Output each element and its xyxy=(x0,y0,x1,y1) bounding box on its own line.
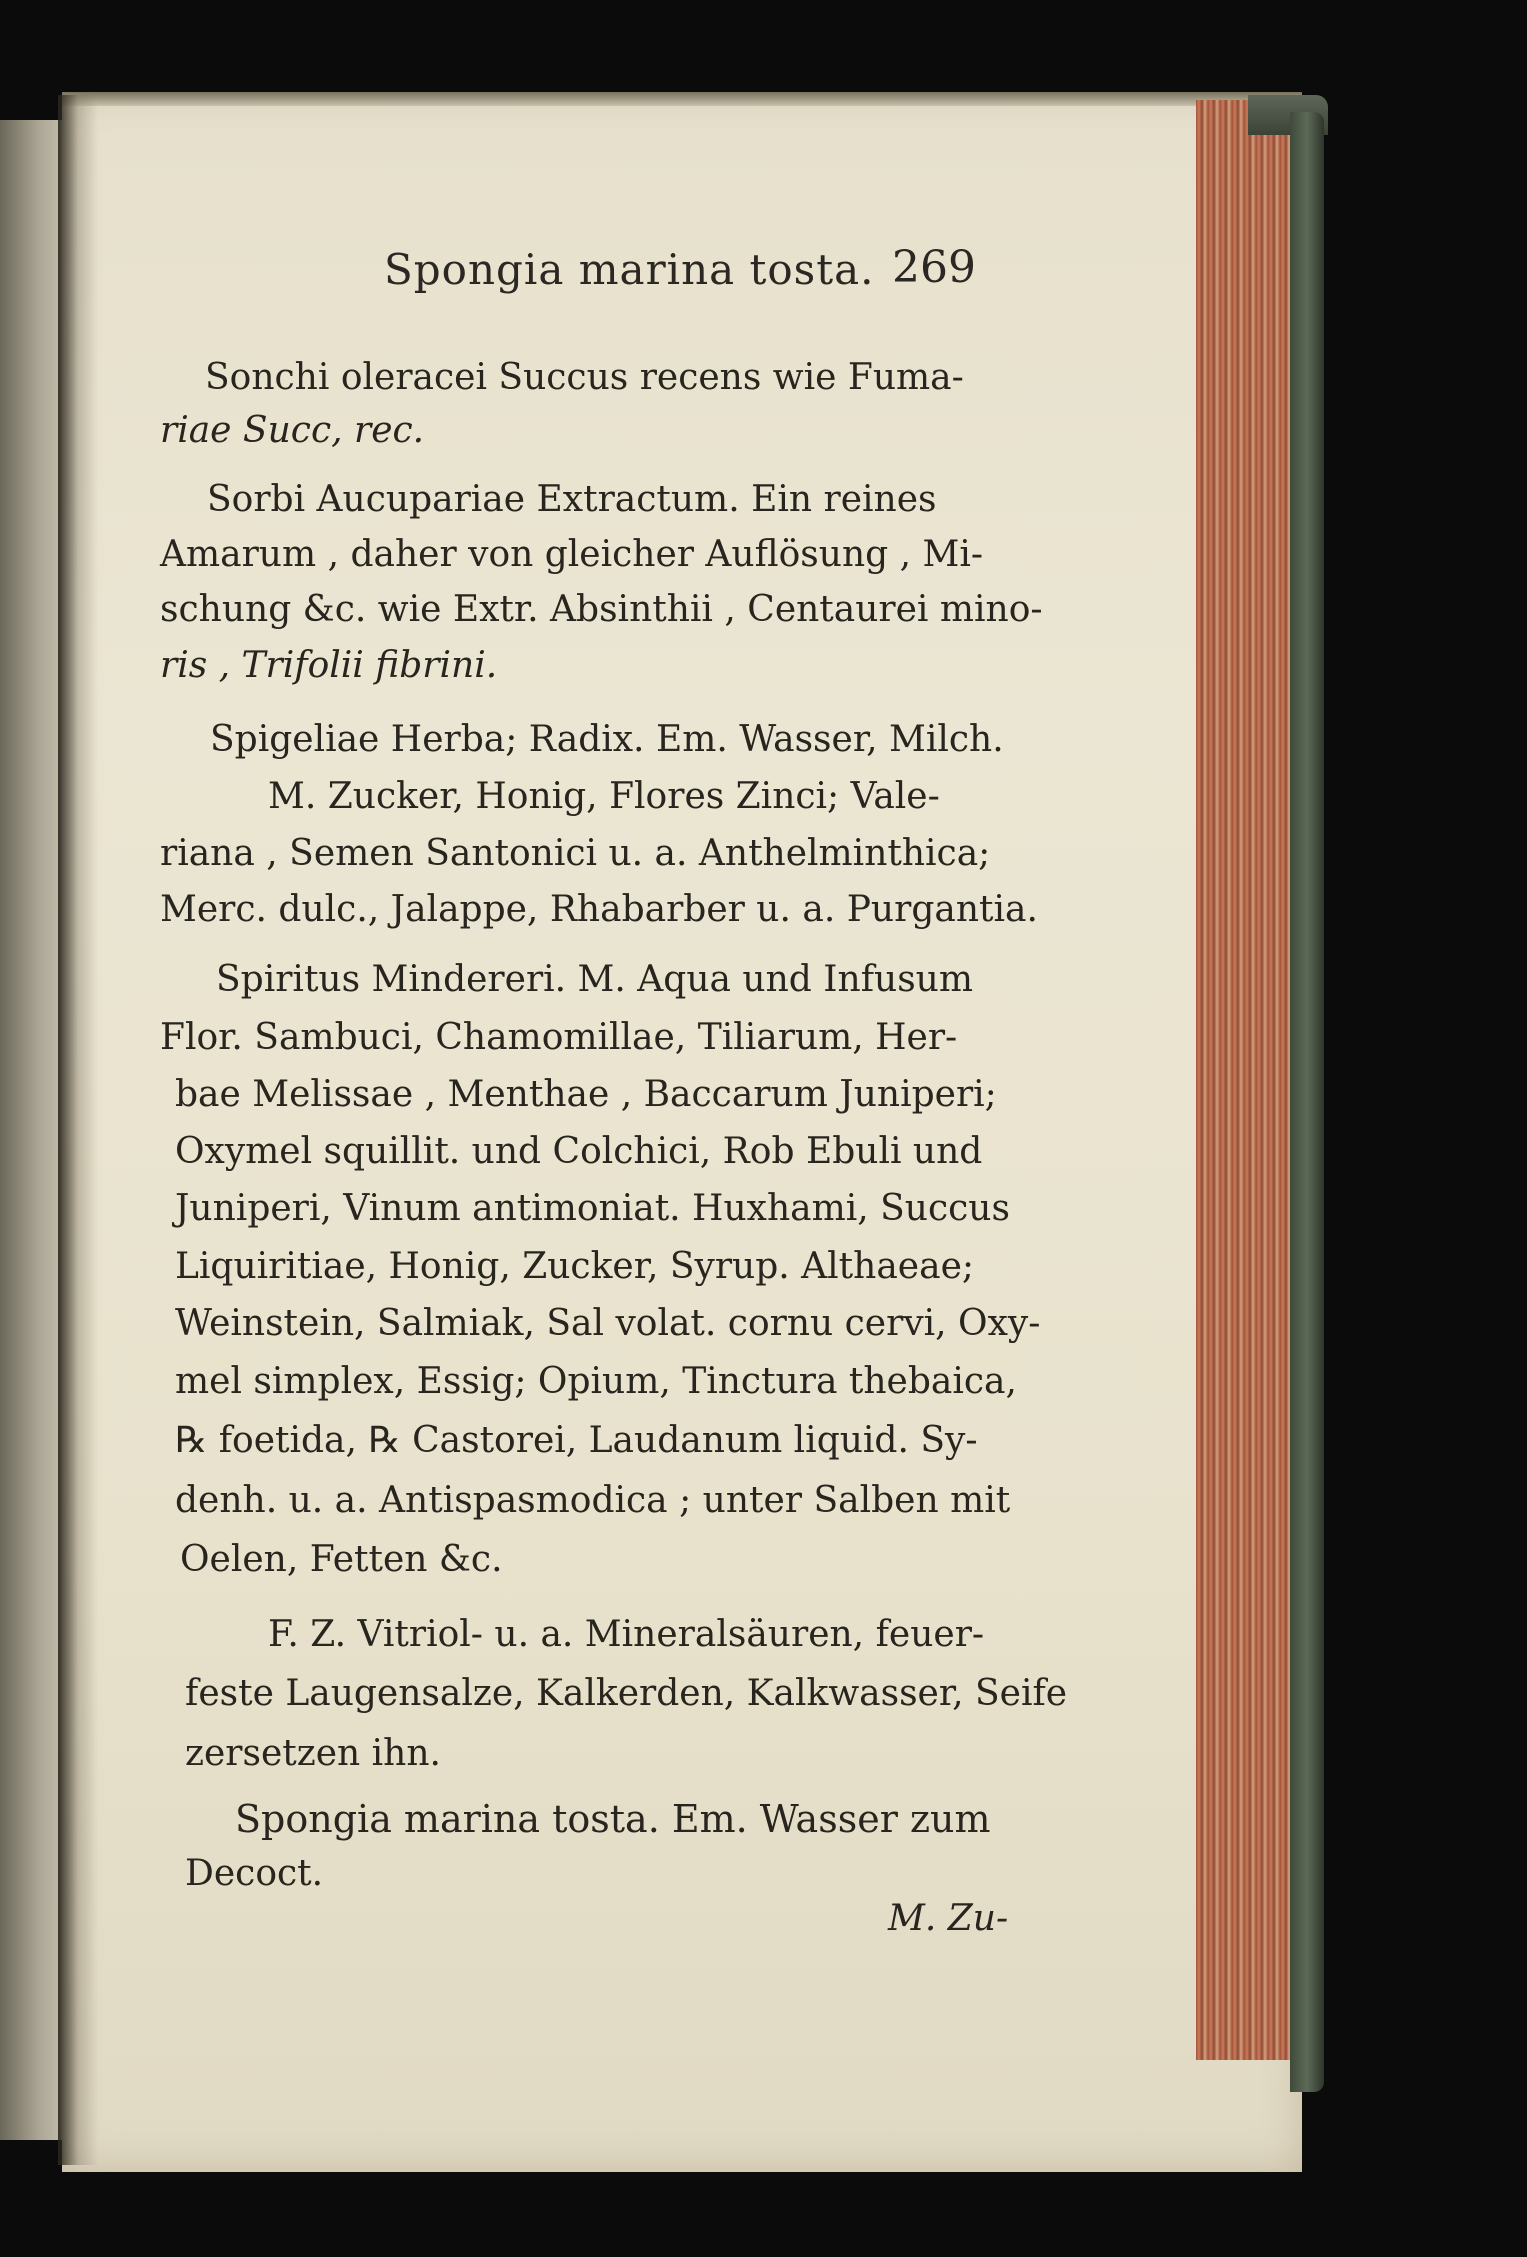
page-fore-edge xyxy=(1196,100,1296,2060)
text-line: Sonchi oleracei Succus recens wie Fuma- xyxy=(205,357,964,398)
spine-shadow xyxy=(58,95,98,2165)
catchword: M. Zu- xyxy=(888,1898,1009,1939)
running-head: Spongia marina tosta. xyxy=(384,245,875,294)
text-line: Sorbi Aucupariae Extractum. Ein reines xyxy=(207,479,937,520)
text-line: Flor. Sambuci, Chamomillae, Tiliarum, Her- xyxy=(160,1017,958,1058)
text-line: Merc. dulc., Jalappe, Rhabarber u. a. Purgantia. xyxy=(160,889,1038,930)
page-top-edge xyxy=(62,92,1302,106)
cover-board xyxy=(1290,112,1324,2092)
page-number: 269 xyxy=(892,242,976,293)
text-line: Amarum , daher von gleicher Auflösung , Mi- xyxy=(160,534,984,575)
text-line: bae Melissae , Menthae , Baccarum Juniperi; xyxy=(175,1074,997,1115)
text-line: ris , Trifolii fibrini. xyxy=(160,645,498,686)
text-line: schung &c. wie Extr. Absinthii , Centaurei mino- xyxy=(160,589,1043,630)
text-line: ℞ foetida, ℞ Castorei, Laudanum liquid. Sy- xyxy=(175,1420,978,1461)
text-line: riana , Semen Santonici u. a. Anthelminthica; xyxy=(160,833,991,874)
text-line: Liquiritiae, Honig, Zucker, Syrup. Althaeae; xyxy=(175,1246,974,1287)
text-line: Spigeliae Herba; Radix. Em. Wasser, Milch. xyxy=(210,719,1004,760)
text-line: Oelen, Fetten &c. xyxy=(180,1539,503,1580)
text-line: Spiritus Mindereri. M. Aqua und Infusum xyxy=(216,959,974,1000)
text-line: mel simplex, Essig; Opium, Tinctura thebaica, xyxy=(175,1361,1017,1402)
text-line: F. Z. Vitriol- u. a. Mineralsäuren, feuer- xyxy=(268,1614,985,1655)
text-line: Weinstein, Salmiak, Sal volat. cornu cervi, Oxy- xyxy=(175,1303,1041,1344)
text-line: riae Succ, rec. xyxy=(160,410,425,451)
text-line: M. Zucker, Honig, Flores Zinci; Vale- xyxy=(268,776,940,817)
text-line: feste Laugensalze, Kalkerden, Kalkwasser, Seife xyxy=(185,1673,1068,1714)
text-line: zersetzen ihn. xyxy=(185,1733,441,1774)
text-line: Decoct. xyxy=(185,1853,324,1894)
text-line: Juniperi, Vinum antimoniat. Huxhami, Succus xyxy=(175,1188,1010,1229)
text-line: Oxymel squillit. und Colchici, Rob Ebuli und xyxy=(175,1131,983,1172)
text-line: denh. u. a. Antispasmodica ; unter Salben mit xyxy=(175,1480,1011,1521)
text-line: Spongia marina tosta. Em. Wasser zum xyxy=(235,1797,991,1841)
